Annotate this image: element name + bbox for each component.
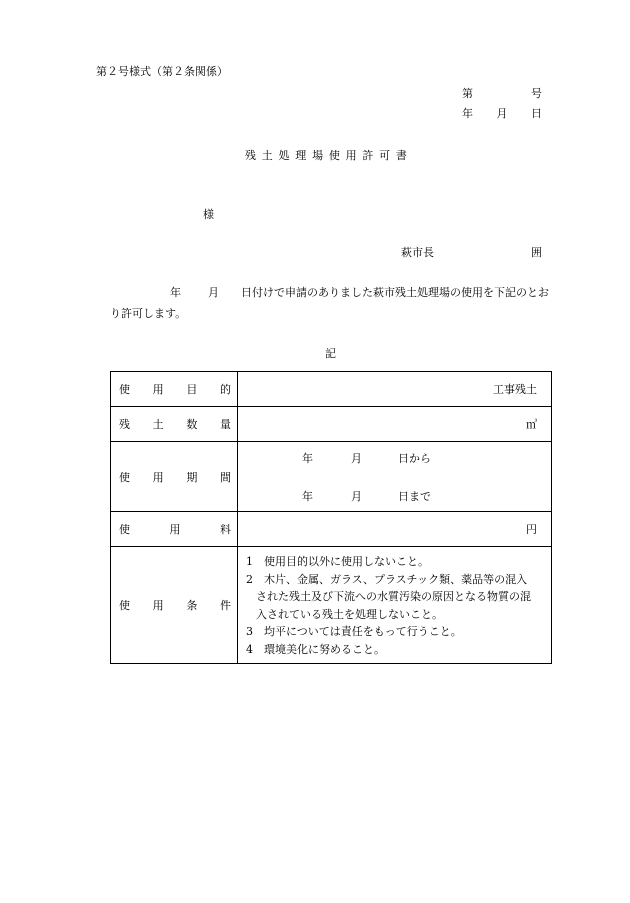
title-char: 許	[362, 149, 374, 162]
ki-heading: 記	[325, 347, 336, 360]
period-value	[238, 442, 552, 512]
condition-item-continued: された残土及び下流への水質汚染の原因となる物質の混	[256, 590, 531, 603]
title-char: 処	[278, 149, 290, 162]
purpose-value: 工事残土	[238, 372, 552, 407]
conditions-label	[111, 547, 238, 664]
label-char: 使	[119, 523, 130, 536]
date-line	[462, 108, 542, 119]
condition-item: 4 環境美化に努めること。	[246, 642, 385, 656]
label-char: 残	[119, 418, 130, 431]
date-month: 月	[496, 107, 508, 120]
title-char: 土	[261, 149, 273, 162]
label-char: 用	[152, 383, 164, 396]
body-line-2: り許可します。	[110, 307, 187, 320]
body-year: 年	[170, 286, 181, 299]
body-month: 月	[208, 286, 219, 299]
label-char: 量	[219, 418, 231, 431]
label-char: 目	[186, 383, 198, 396]
title-char: 可	[379, 149, 391, 162]
period-to	[238, 488, 551, 504]
condition-item: 1 使用目的以外に使用しないこと。	[246, 555, 429, 568]
label-char: 期	[186, 470, 198, 484]
quantity-unit: ㎥	[238, 407, 552, 442]
to-year: 年	[302, 489, 313, 503]
table-row	[111, 407, 552, 442]
number-line	[462, 88, 542, 99]
to-day: 日まで	[398, 489, 431, 503]
purpose-label	[111, 372, 238, 407]
permit-table	[110, 371, 552, 664]
table-row	[111, 547, 552, 664]
addressee-suffix: 様	[203, 208, 214, 221]
fee-unit: 円	[238, 512, 552, 547]
table-row	[111, 442, 552, 512]
title-char: 書	[395, 149, 407, 162]
seal-mark: 囲	[531, 246, 542, 259]
fee-label	[111, 512, 238, 547]
label-char: 料	[220, 523, 231, 536]
condition-item-continued: 入されている残土を処理しないこと。	[256, 607, 443, 621]
body-text: 日付けで申請のありました萩市残土処理場の使用を下記のとお	[241, 286, 549, 299]
title-char: 使	[328, 149, 340, 162]
label-char: 使	[119, 383, 130, 396]
label-char: 用	[152, 470, 164, 484]
date-year: 年	[462, 107, 473, 120]
from-month: 月	[351, 451, 362, 465]
number-suffix: 号	[531, 87, 542, 100]
form-label: 第２号様式（第２条関係）	[96, 65, 228, 78]
issuer-name: 萩市長	[401, 246, 434, 259]
period-label	[111, 442, 238, 512]
label-char: 使	[119, 470, 130, 484]
date-day: 日	[531, 107, 542, 120]
title-char: 場	[312, 149, 324, 162]
label-char: 件	[219, 599, 231, 612]
label-char: 数	[186, 418, 198, 431]
from-year: 年	[302, 451, 313, 465]
label-char: 用	[152, 599, 164, 612]
document-title	[245, 150, 407, 161]
table-row	[111, 512, 552, 547]
title-char: 理	[295, 149, 307, 162]
period-from	[238, 450, 551, 466]
label-char: 間	[219, 470, 231, 484]
label-char: 的	[219, 383, 231, 396]
label-char: 使	[119, 599, 130, 612]
label-char: 土	[152, 418, 164, 431]
table-row	[111, 372, 552, 407]
title-char: 残	[245, 149, 256, 162]
from-day: 日から	[398, 451, 431, 465]
label-char: 条	[186, 599, 198, 612]
quantity-label	[111, 407, 238, 442]
condition-item: 3 均平については責任をもって行うこと。	[246, 625, 462, 638]
condition-item: 2 木片、金属、ガラス、プラスチック類、薬品等の混入	[246, 572, 528, 586]
body-line-1	[170, 287, 549, 298]
number-prefix: 第	[462, 87, 473, 100]
to-month: 月	[351, 489, 362, 503]
label-char: 用	[169, 523, 181, 536]
conditions-list	[238, 547, 552, 664]
title-char: 用	[345, 149, 357, 162]
